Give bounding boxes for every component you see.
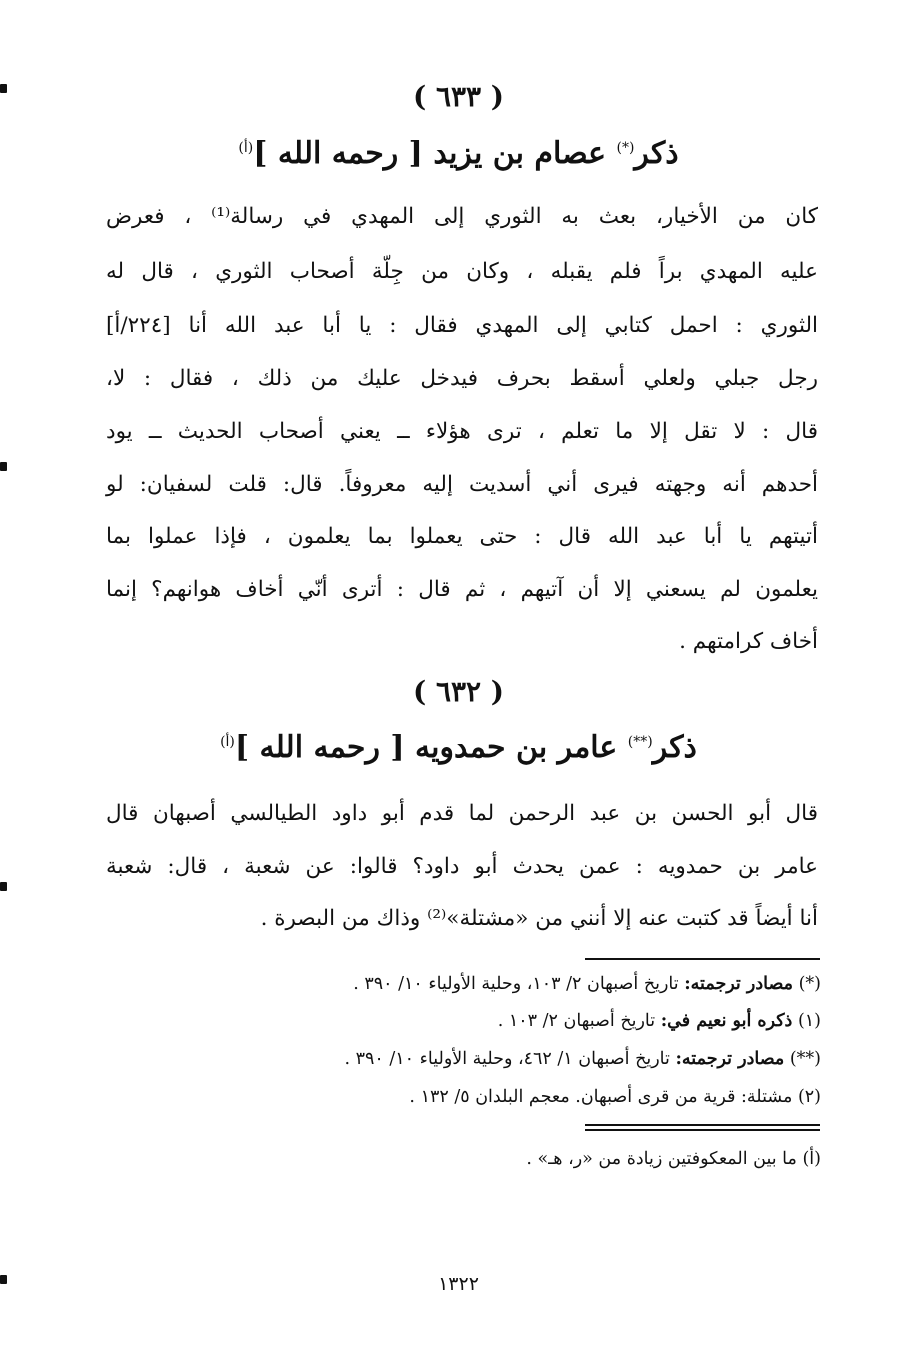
footnote-tag: مصادر ترجمته: (684, 974, 794, 994)
title-name: عامر بن حمدويه [ رحمه الله ] (234, 730, 628, 765)
scan-edge-mark (0, 882, 7, 891)
text-line: كان من الأخيار، بعث به الثوري إلى المهدي في رسالة⁽¹⁾ ، فعرض (106, 204, 818, 229)
title-name: عصام بن يزيد [ رحمه الله ] (253, 136, 617, 171)
footnote (81, 1011, 821, 1031)
text-line: قال أبو الحسن بن عبد الرحمن لما قدم أبو داود الطيالسي أصبهان قال (106, 801, 818, 826)
title-footnote-marker: (**) (627, 734, 653, 750)
footnote (81, 1049, 821, 1069)
title-variant-marker: (أ) (238, 140, 254, 156)
text-line: أحدهم أنه وجهته فيرى أني أسديت إليه معروفاً. قال: قلت لسفيان: لو (106, 472, 818, 497)
footnote-text: تاريخ أصبهان ٢/ ١٠٣، وحلية الأولياء ١٠/ ٣٩٠ . (353, 974, 685, 994)
variant-marker: (أ) (802, 1149, 821, 1169)
footnote-marker: (**) (789, 1049, 821, 1069)
text-line: عامر بن حمدويه : عمن يحدث أبو داود؟ قالوا: عن شعبة ، قال: شعبة (106, 854, 818, 879)
text-line: أتيتهم يا أبا عبد الله قال : حتى يعملوا بما يعلمون ، فإذا عملوا بما (106, 524, 818, 549)
footnote-text: تاريخ أصبهان ١/ ٤٦٢، وحلية الأولياء ١٠/ ٣٩٠ . (344, 1049, 676, 1069)
entry-number-633: ( ٦٣٣ ) (412, 80, 505, 113)
footnote (81, 974, 821, 994)
footnote-marker: (٢) (797, 1087, 821, 1107)
scan-edge-mark (0, 462, 7, 471)
footnote-separator (585, 958, 820, 960)
text-line: رجل جبلي ولعلي أسقط بحرف فيدخل عليك من ذلك ، فقال : لا، (106, 366, 818, 391)
text-line: أخاف كرامتهم . (679, 629, 818, 654)
text-line: يعلمون لم يسعني إلا أن آتيهم ، ثم قال : أترى أنّي أخاف هوانهم؟ إنما (106, 577, 818, 602)
title-footnote-marker: (*) (616, 140, 635, 156)
variant-text: ما بين المعكوفتين زيادة من «ر، هـ» . (526, 1149, 797, 1169)
variant-separator-bottom (585, 1129, 820, 1131)
variant-separator-top (585, 1124, 820, 1126)
entry-title-633 (120, 136, 797, 171)
entry-title-632 (120, 730, 797, 765)
entry-number-632: ( ٦٣٢ ) (412, 675, 505, 708)
title-variant-marker: (أ) (220, 734, 235, 750)
footnote-tag: ذكره أبو نعيم في: (660, 1011, 793, 1031)
page-number: ١٣٢٢ (438, 1273, 479, 1295)
text-line: الثوري : احمل كتابي إلى المهدي فقال : يا أبا عبد الله أنا [٢٢٤/أ] (106, 313, 818, 338)
footnote-marker: (١) (797, 1011, 821, 1031)
title-dhikr: ذكر (652, 730, 697, 765)
variant-note (81, 1149, 821, 1169)
footnote-text: مشتلة: قرية من قرى أصبهان. معجم البلدان ٥/ ١٣٢ . (409, 1087, 793, 1107)
text-line: قال : لا تقل إلا ما تعلم ، ترى هؤلاء ــ يعني أصحاب الحديث ــ يود (106, 419, 818, 444)
text-line: أنا أيضاً قد كتبت عنه إلا أنني من «مشتلة»⁽²⁾ وذاك من البصرة . (260, 906, 818, 931)
title-dhikr: ذكر (634, 136, 679, 171)
text-line: عليه المهدي براً فلم يقبله ، وكان من جِلّة أصحاب الثوري ، قال له (106, 259, 818, 284)
footnote-text: تاريخ أصبهان ٢/ ١٠٣ . (497, 1011, 661, 1031)
footnote-marker: (*) (798, 974, 821, 994)
footnote (81, 1087, 821, 1107)
footnote-tag: مصادر ترجمته: (675, 1049, 785, 1069)
